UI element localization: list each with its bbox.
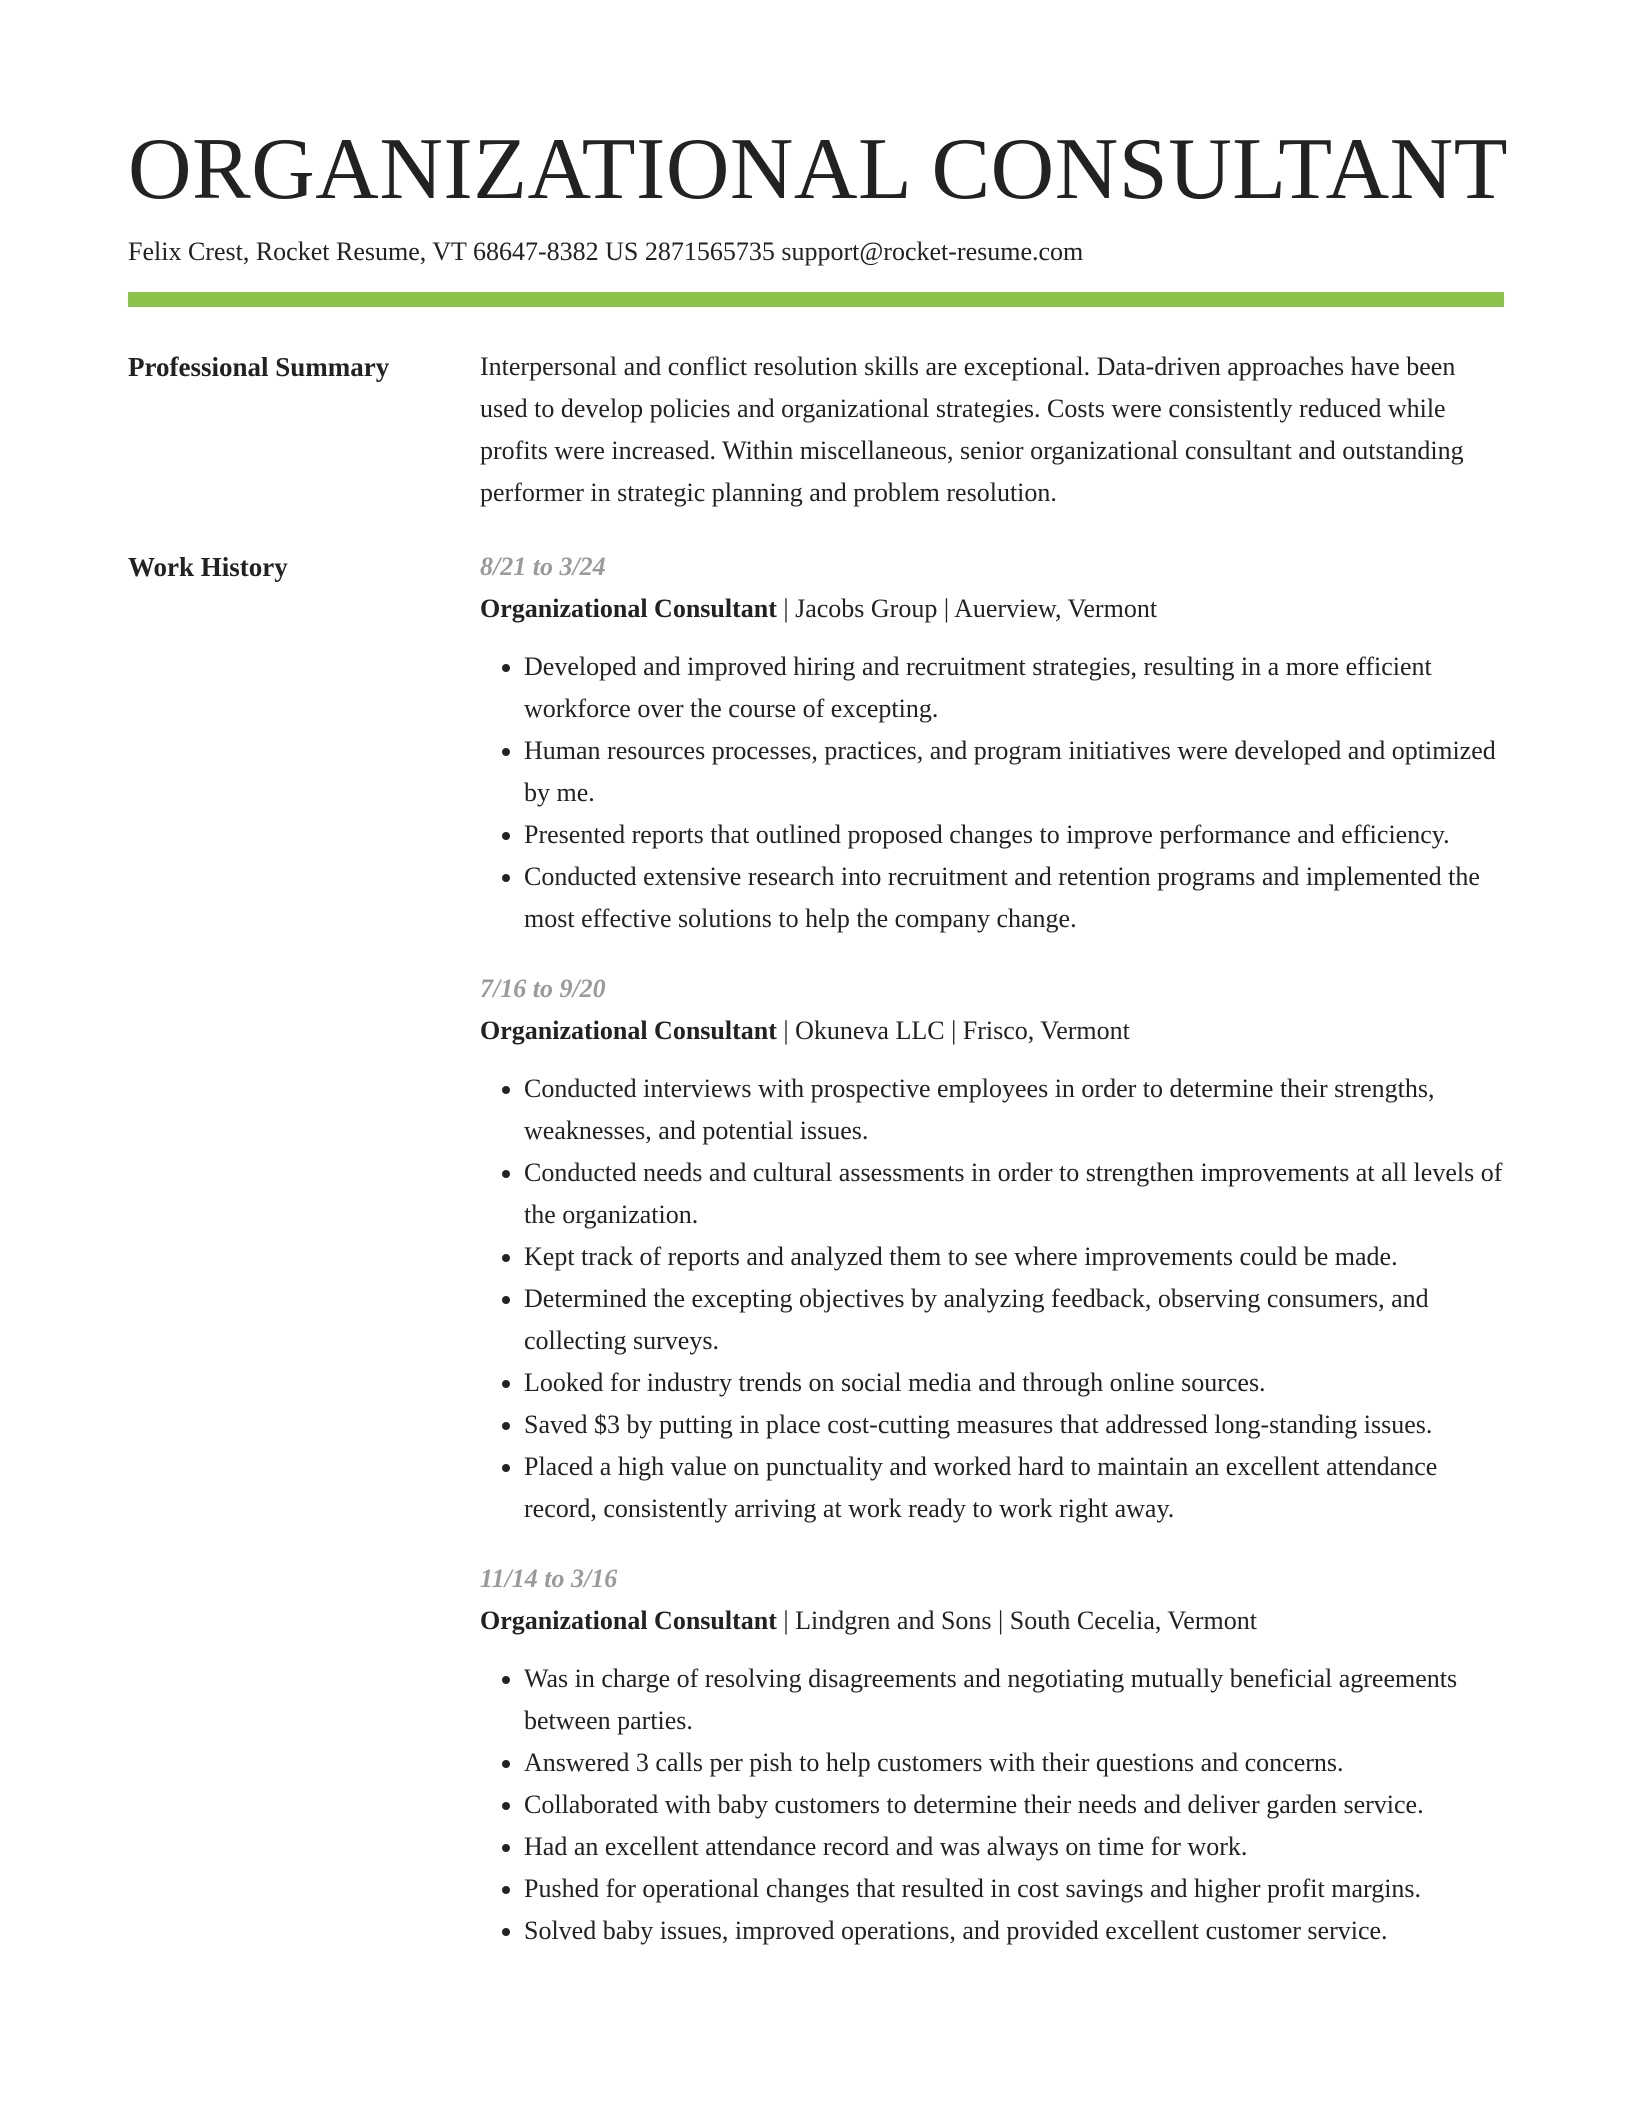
accent-divider bbox=[128, 292, 1504, 307]
job-heading bbox=[480, 1600, 1504, 1642]
job-bullet: • Conducted extensive research into recruitment and retention programs and implemented the most effective solutions to help the company change. bbox=[524, 856, 1504, 940]
job-bullet: • Had an excellent attendance record and was always on time for work. bbox=[524, 1826, 1504, 1868]
job-bullet-list bbox=[480, 1068, 1504, 1530]
contact-line: Felix Crest, Rocket Resume, VT 68647-8382 US 2871565735 support@rocket-resume.com bbox=[128, 237, 1084, 266]
job-bullet: • Developed and improved hiring and recruitment strategies, resulting in a more efficient workforce over the course of excepting. bbox=[524, 646, 1504, 730]
job-dates: 7/16 to 9/20 bbox=[480, 974, 606, 1003]
job-location: South Cecelia, Vermont bbox=[1009, 1606, 1257, 1635]
job-bullet: • Was in charge of resolving disagreements and negotiating mutually beneficial agreements between parties. bbox=[524, 1658, 1504, 1742]
work-history-heading: Work History bbox=[128, 552, 288, 582]
job-dates: 11/14 to 3/16 bbox=[480, 1564, 618, 1593]
job-bullet: • Determined the excepting objectives by analyzing feedback, observing consumers, and collecting surveys. bbox=[524, 1278, 1504, 1362]
work-history-body bbox=[480, 546, 1504, 1980]
job-bullet: • Looked for industry trends on social media and through online sources. bbox=[524, 1362, 1504, 1404]
job-company: Lindgren and Sons bbox=[795, 1606, 992, 1635]
job-separator: | bbox=[991, 1606, 1010, 1635]
summary-body bbox=[480, 346, 1504, 514]
job-bullet: • Human resources processes, practices, and program initiatives were developed and optimized by me. bbox=[524, 730, 1504, 814]
summary-heading: Professional Summary bbox=[128, 352, 390, 382]
job-separator: | bbox=[776, 594, 796, 623]
job-separator: | bbox=[937, 594, 955, 623]
summary-section bbox=[128, 346, 1504, 514]
job-separator: | bbox=[944, 1016, 963, 1045]
job-bullet: • Kept track of reports and analyzed them to see where improvements could be made. bbox=[524, 1236, 1504, 1278]
job-bullet: • Answered 3 calls per pish to help customers with their questions and concerns. bbox=[524, 1742, 1504, 1784]
job-bullet: • Solved baby issues, improved operations, and provided excellent customer service. bbox=[524, 1910, 1504, 1952]
job-entry bbox=[480, 1558, 1504, 1952]
job-heading bbox=[480, 1010, 1504, 1052]
job-bullet: • Conducted needs and cultural assessments in order to strengthen improvements at all levels of the organization. bbox=[524, 1152, 1504, 1236]
job-dates: 8/21 to 3/24 bbox=[480, 552, 606, 581]
candidate-title: ORGANIZATIONAL CONSULTANT bbox=[128, 121, 1508, 218]
job-bullet: • Conducted interviews with prospective employees in order to determine their strengths, weaknesses, and potential issues. bbox=[524, 1068, 1504, 1152]
job-bullet: • Pushed for operational changes that resulted in cost savings and higher profit margins. bbox=[524, 1868, 1504, 1910]
job-bullet: • Placed a high value on punctuality and worked hard to maintain an excellent attendance record, consistently arriving at work ready to work right away. bbox=[524, 1446, 1504, 1530]
job-entry bbox=[480, 546, 1504, 940]
job-company: Okuneva LLC bbox=[795, 1016, 945, 1045]
job-location: Auerview, Vermont bbox=[954, 594, 1158, 623]
job-bullet: • Saved $3 by putting in place cost-cutting measures that addressed long-standing issues. bbox=[524, 1404, 1504, 1446]
job-company: Jacobs Group bbox=[795, 594, 938, 623]
job-bullet: • Presented reports that outlined proposed changes to improve performance and efficiency. bbox=[524, 814, 1504, 856]
work-history-section bbox=[128, 546, 1504, 1980]
job-bullet-list bbox=[480, 646, 1504, 940]
job-bullet-list bbox=[480, 1658, 1504, 1952]
job-heading bbox=[480, 588, 1504, 630]
summary-text: Interpersonal and conflict resolution skills are exceptional. Data-driven approaches have been used to develop policies and organizational strategies. Costs were consistently reduced while profits were increased. Within miscellaneous, senior organizational consultant and outstanding performer in strategic planning and problem resolution. bbox=[480, 352, 1464, 507]
job-title: Organizational Consultant bbox=[480, 1016, 777, 1045]
job-entry bbox=[480, 968, 1504, 1530]
resume-header bbox=[128, 118, 1508, 307]
job-title: Organizational Consultant bbox=[480, 1606, 777, 1635]
job-location: Frisco, Vermont bbox=[962, 1016, 1130, 1045]
job-separator: | bbox=[776, 1606, 796, 1635]
job-separator: | bbox=[776, 1016, 796, 1045]
job-title: Organizational Consultant bbox=[480, 594, 777, 623]
job-bullet: • Collaborated with baby customers to determine their needs and deliver garden service. bbox=[524, 1784, 1504, 1826]
